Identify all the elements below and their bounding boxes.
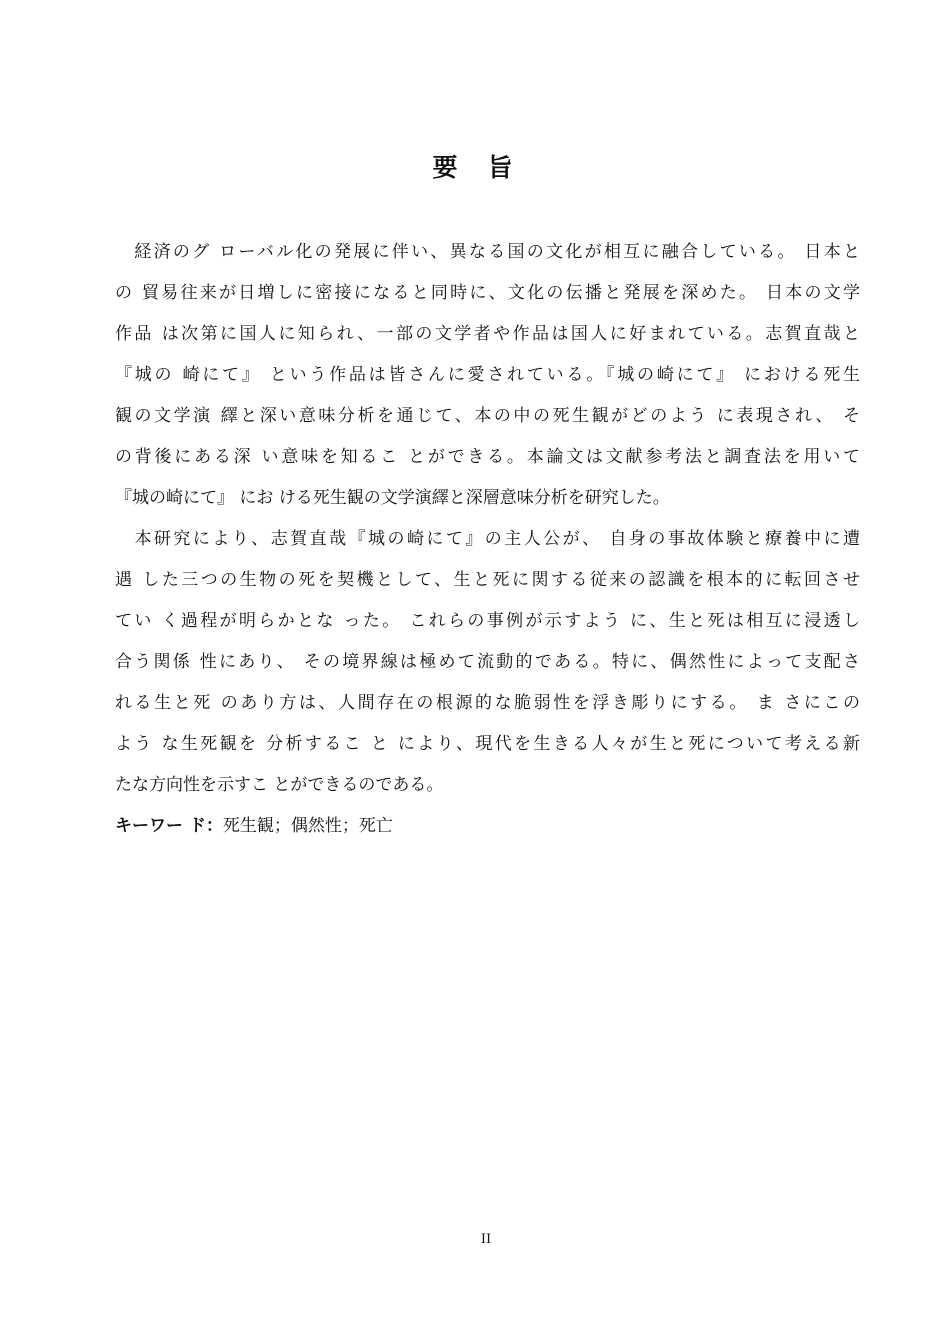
text-line: 『城の崎にて』 にお ける死生観の文学演繹と深層意味分析を研究した。 [115, 488, 670, 508]
text-line: 合う関係 性にあり、 その境界線は極めて流動的である。特に、偶然性によって支配さ [115, 652, 860, 672]
abstract-body [115, 232, 860, 847]
text-line: 経済のグ ローバル化の発展に伴い、異なる国の文化が相互に融合している。 日本と [115, 242, 860, 262]
abstract-paragraph-2 [115, 519, 860, 806]
text-line: たな方向性を示すこ とができるのである。 [115, 775, 444, 795]
abstract-paragraph-1 [115, 232, 860, 519]
text-line: 遇 した三つの生物の死を契機として、生と死に関する従来の認識を根本的に転回させ [115, 570, 860, 590]
page-number: II [480, 1232, 492, 1247]
text-line: 本研究により、志賀直哉『城の崎にて』の主人公が、 自身の事故体験と療養中に遭 [115, 529, 860, 549]
page-title: 要旨 [432, 153, 543, 182]
text-line: 作品 は次第に国人に知られ、一部の文学者や作品は国人に好まれている。志賀直哉と [115, 324, 860, 344]
keywords-label: キーワー ド： [115, 816, 223, 836]
keywords-value: 死生観；偶然性；死亡 [222, 816, 393, 836]
text-line: れる生と死 のあり方は、人間存在の根源的な脆弱性を浮き彫りにする。 ま さにこの [115, 693, 860, 713]
text-line: よう な生死観を 分析するこ と により、現代を生きる人々が生と死について考える新 [115, 734, 860, 754]
keywords [115, 806, 860, 847]
text-line: 観の文学演 繹と深い意味分析を通じて、本の中の死生観がどのよう に表現され、 そ [115, 406, 860, 426]
text-line: てい く過程が明らかとな った。 これらの事例が示すよう に、生と死は相互に浸透し [115, 611, 860, 631]
text-line: の 貿易往来が日増しに密接になると同時に、文化の伝播と発展を深めた。 日本の文学 [115, 283, 860, 303]
text-line: 『城の 崎にて』 という作品は皆さんに愛されている。『城の崎にて』 における死生 [115, 365, 860, 385]
text-line: の背後にある深 い意味を知るこ とができる。本論文は文献参考法と調査法を用いて [115, 447, 860, 467]
